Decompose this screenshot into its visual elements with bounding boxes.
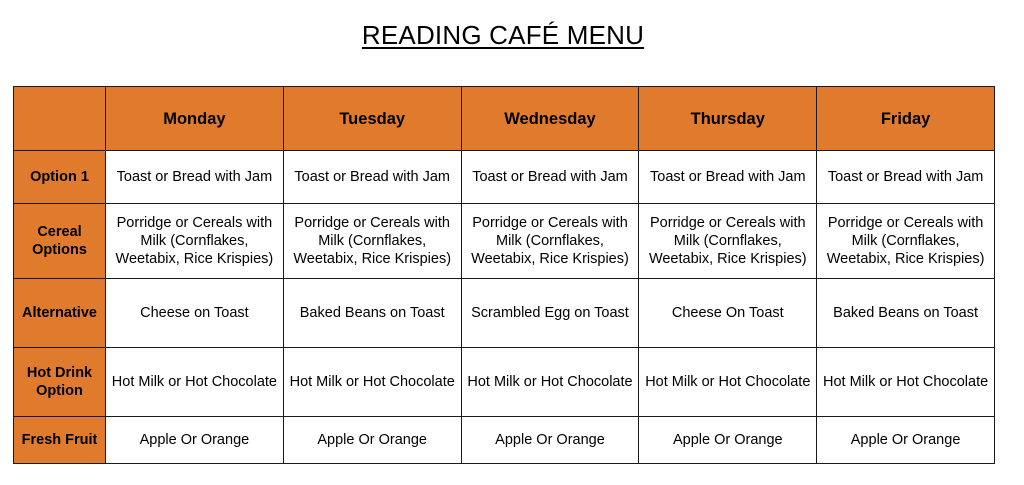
menu-cell: Apple Or Orange bbox=[283, 417, 461, 464]
day-header-tuesday: Tuesday bbox=[283, 87, 461, 151]
menu-cell: Porridge or Cereals with Milk (Cornflakes, Weetabix, Rice Krispies) bbox=[461, 204, 639, 279]
menu-cell: Toast or Bread with Jam bbox=[461, 151, 639, 204]
menu-table bbox=[13, 86, 995, 464]
menu-cell: Porridge or Cereals with Milk (Cornflakes, Weetabix, Rice Krispies) bbox=[283, 204, 461, 279]
menu-cell: Hot Milk or Hot Chocolate bbox=[461, 348, 639, 417]
row-label-hot-drink-option: Hot Drink Option bbox=[14, 348, 106, 417]
menu-cell: Cheese On Toast bbox=[639, 279, 817, 348]
menu-cell: Toast or Bread with Jam bbox=[106, 151, 284, 204]
menu-cell: Toast or Bread with Jam bbox=[283, 151, 461, 204]
corner-cell bbox=[14, 87, 106, 151]
menu-cell: Porridge or Cereals with Milk (Cornflakes, Weetabix, Rice Krispies) bbox=[817, 204, 995, 279]
menu-cell: Hot Milk or Hot Chocolate bbox=[283, 348, 461, 417]
menu-cell: Hot Milk or Hot Chocolate bbox=[639, 348, 817, 417]
menu-cell: Porridge or Cereals with Milk (Cornflakes, Weetabix, Rice Krispies) bbox=[106, 204, 284, 279]
menu-cell: Cheese on Toast bbox=[106, 279, 284, 348]
menu-cell: Apple Or Orange bbox=[817, 417, 995, 464]
menu-cell: Scrambled Egg on Toast bbox=[461, 279, 639, 348]
day-header-thursday: Thursday bbox=[639, 87, 817, 151]
table-row bbox=[14, 279, 995, 348]
menu-cell: Baked Beans on Toast bbox=[817, 279, 995, 348]
table-row bbox=[14, 348, 995, 417]
menu-cell: Toast or Bread with Jam bbox=[817, 151, 995, 204]
menu-cell: Hot Milk or Hot Chocolate bbox=[106, 348, 284, 417]
table-row bbox=[14, 204, 995, 279]
header-row bbox=[14, 87, 995, 151]
menu-cell: Apple Or Orange bbox=[106, 417, 284, 464]
page-title: READING CAFÉ MENU bbox=[361, 20, 645, 50]
table-row bbox=[14, 417, 995, 464]
day-header-monday: Monday bbox=[106, 87, 284, 151]
row-label-fresh-fruit: Fresh Fruit bbox=[14, 417, 106, 464]
row-label-alternative: Alternative bbox=[14, 279, 106, 348]
day-header-wednesday: Wednesday bbox=[461, 87, 639, 151]
menu-cell: Toast or Bread with Jam bbox=[639, 151, 817, 204]
menu-cell: Hot Milk or Hot Chocolate bbox=[817, 348, 995, 417]
row-label-option-1: Option 1 bbox=[14, 151, 106, 204]
row-label-cereal-options: Cereal Options bbox=[14, 204, 106, 279]
day-header-friday: Friday bbox=[817, 87, 995, 151]
menu-cell: Apple Or Orange bbox=[461, 417, 639, 464]
table-row bbox=[14, 151, 995, 204]
menu-cell: Baked Beans on Toast bbox=[283, 279, 461, 348]
menu-cell: Apple Or Orange bbox=[639, 417, 817, 464]
menu-cell: Porridge or Cereals with Milk (Cornflakes, Weetabix, Rice Krispies) bbox=[639, 204, 817, 279]
